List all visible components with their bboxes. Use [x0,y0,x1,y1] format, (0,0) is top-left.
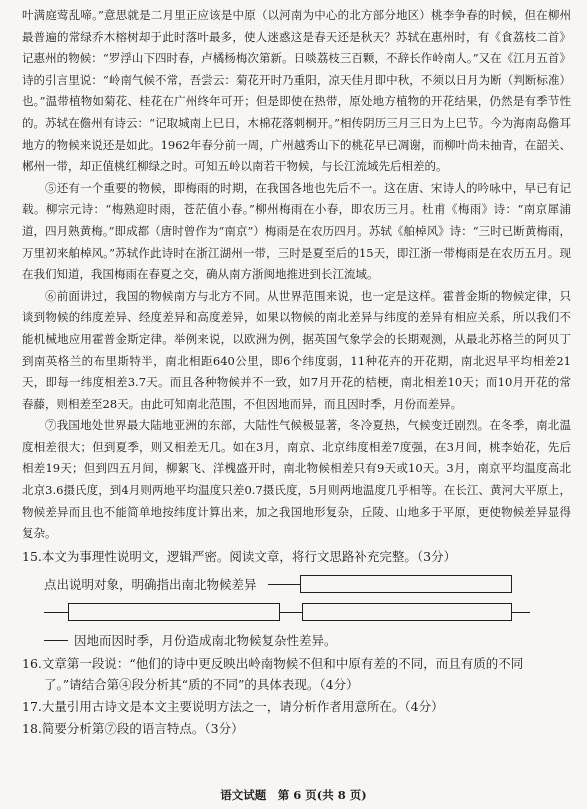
flow-arrow-line [44,640,68,641]
page-footer: 语文试题 第 6 页(共 8 页) [220,788,367,802]
answer-box-3[interactable] [302,603,512,621]
flow-row-1 [44,573,571,601]
answer-box-1[interactable] [300,575,512,593]
flow-start-text: 点出说明对象，明确指出南北物候差异 [44,576,257,592]
flow-end-text: 因地而因时季，月份造成南北物候复杂性差异。 [74,632,337,648]
paragraph-5: ⑤还有一个重要的物候，即梅雨的时期，在我国各地也先后不一。这在唐、宋诗人的吟咏中，早已有记载。柳宗元诗：“梅熟迎时雨，苍茫值小春。”柳州梅雨在小春，即农历三月。杜甫《梅雨》诗：“南京犀浦道，四月熟黄梅。”即成都（唐时曾作为“南京”）梅雨是在农历四月。苏轼《舶棹风》诗：“三时已断黄梅雨，万里初来舶棹风。”苏轼作此诗时在浙江湖州一带，三时是夏至后的15天，即江浙一带梅雨是在农历五月。现在我们知道，我国梅雨在春夏之交，确从南方浙闽地推进到长江流域。 [22,180,571,282]
flow-arrow-line [44,612,68,613]
answer-box-2[interactable] [68,603,280,621]
question-16-line-1: 16.文章第一段说：“他们的诗中更反映出岭南物候不但和中原有差的不同，而且有质的不同 [22,655,524,671]
flow-row-3 [44,629,571,653]
question-16-line-2: 了。”请结合第④段分析其“质的不同”的具体表现。（4分） [44,677,359,693]
paragraph-4-continued: 叶满庭莺乱啼。”意思就是二月里正应该是中原（以河南为中心的北方部分地区）桃李争春的时候，但在柳州最普遍的常绿乔木榕树却于此时落叶最多，使人迷惑这是春天还是秋天？苏轼在惠州时，有《食荔枝二首》记惠州的物候：“罗浮山下四时春，卢橘杨梅次第新。日啖荔枝三百颗，不辞长作岭南人。”又在《江月五首》诗的引言里说：“岭南气候不常，吾尝云：菊花开时乃重阳，凉天佳月即中秋，不须以日月为断（判断标准）也。”温带植物如菊花、桂花在广州终年可开；但是即使在热带，原处地方植物的开花结果，仍然是有季节性的。苏轼在儋州有诗云：“记取城南上巳日，木棉花落刺桐开。”相传阴历三月三日为上巳节。今为海南岛儋耳地方的物候来说还是如此。1962年春分前一周，广州越秀山下的桃花早已凋谢，而柳叶尚未抽青，在韶关、郴州一带，却正值桃红柳绿之时。可知五岭以南若干物候，与长江流域先后相差的。 [22,8,571,174]
question-18: 18.简要分析第⑦段的语言特点。（3分） [22,720,244,736]
question-15-flowchart [22,573,571,653]
flow-arrow-line [280,612,302,613]
flow-arrow-line [512,612,530,613]
flow-arrow-line [268,584,300,585]
question-17: 17.大量引用古诗文是本文主要说明方法之一，请分析作者用意所在。（4分） [22,699,444,715]
paragraph-7: ⑦我国地处世界最大陆地亚洲的东部，大陆性气候极显著，冬冷夏热，气候变迁剧烈。在冬季，南北温度相差很大；但到夏季，则又相差无几。如在3月，南京、北京纬度相差7度强，在3月间，桃李始花，先后相差19天；但到四五月间，柳絮飞、洋槐盛开时，南北物候相差只有9天或10天。3月，南京平均温度高北北京3.6摄氏度，到4月则两地平均温度只差0.7摄氏度，5月则两地温度几乎相等。在长江、黄河大平原上，物候差异而且也不能简单地按纬度计算出来，加之我国地形复杂，丘陵、山地多于平原，更使物候差异显得复杂。 [22,418,571,541]
flow-row-2 [44,601,571,629]
question-15-title: 15.本文为事理性说明文，逻辑严密。阅读文章，将行文思路补充完整。（3分） [22,548,457,564]
paragraph-6: ⑥前面讲过，我国的物候南方与北方不同。从世界范围来说，也一定是这样。霍普金斯的物候定律，只谈到物候的纬度差异、经度差异和高度差异，如果以物候的南北差异与纬度的差异有相应关系，所以我们不能机械地应用霍普金斯定律。举例来说，以欧洲为例，据英国气象学会的长期观测，从最北苏格兰的阿贝丁到南英格兰的布里斯特半，南北相距640公里，即6个纬度弱，11种花卉的开花期，南北迟早平均相差21天，即每一纬度相差3.7天。而且各种物候并不一致，如7月开花的桔梗，南北相差10天；而10月开花的常春藤，则相差至28天。由此可知南北范围，不但因地而异，而且因时季，月份而差异。 [22,288,571,411]
